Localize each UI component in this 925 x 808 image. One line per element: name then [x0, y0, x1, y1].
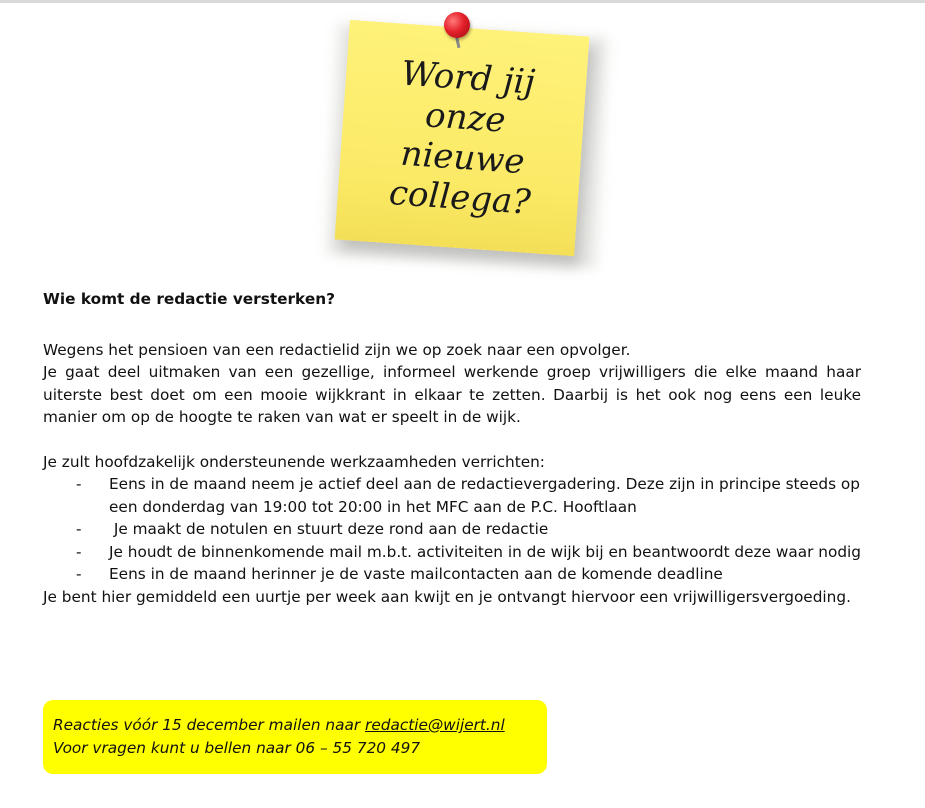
- dash-bullet: -: [76, 475, 82, 493]
- dash-bullet: -: [76, 565, 82, 583]
- article-body: [43, 288, 861, 608]
- top-border: [0, 0, 925, 3]
- contact-callout: [43, 700, 547, 774]
- note-line-2: onze: [423, 95, 507, 141]
- push-pin-icon: [444, 12, 470, 38]
- note-line-3: nieuwe: [399, 133, 526, 183]
- sticky-note-graphic: [318, 8, 618, 266]
- closing-paragraph: Je bent hier gemiddeld een uurtje per week aan kwijt en je ontvangt hiervoor een vrijwilligersvergoeding.: [43, 587, 851, 606]
- callout-line-1: Reacties vóór 15 december mailen naar redactie@wijert.nl: [53, 716, 505, 734]
- task-list: [43, 473, 861, 586]
- note-line-1: Word jij: [400, 53, 537, 103]
- email-link[interactable]: redactie@wijert.nl: [365, 716, 505, 734]
- dash-bullet: -: [76, 542, 82, 561]
- note-handwritten-text: [349, 51, 580, 226]
- note-line-4: collega?: [387, 172, 532, 223]
- intro-line: Wegens het pensioen van een redactielid zijn we op zoek naar een opvolger.: [43, 340, 631, 359]
- article-heading: Wie komt de redactie versterken?: [43, 290, 335, 308]
- tasks-intro: Je zult hoofdzakelijk ondersteunende werkzaamheden verrichten:: [43, 452, 545, 471]
- dash-bullet: -: [76, 520, 82, 538]
- intro-paragraph: Je gaat deel uitmaken van een gezellige, informeel werkende groep vrijwilligers die elke maand haar uiterste best doet om een mooie wijkkrant in elkaar te zetten. Daarbij is het ook nog eens een leuke manier om op de hoogte te raken van wat er speelt in de wijk.: [43, 363, 861, 426]
- task-item: - Je maakt de notulen en stuurt deze rond aan de redactie: [43, 518, 861, 541]
- task-item: - Eens in de maand herinner je de vaste mailcontacten aan de komende deadline: [43, 563, 861, 586]
- callout-line-2: Voor vragen kunt u bellen naar 06 – 55 720 497: [53, 738, 421, 757]
- task-item: - Je houdt de binnenkomende mail m.b.t. activiteiten in de wijk bij en beantwoordt deze waar nodig: [43, 541, 861, 564]
- task-item: - Eens in de maand neem je actief deel aan de redactievergadering. Deze zijn in principe steeds op een donderdag van 19:00 tot 20:00 in het MFC aan de P.C. Hooftlaan: [76, 475, 860, 516]
